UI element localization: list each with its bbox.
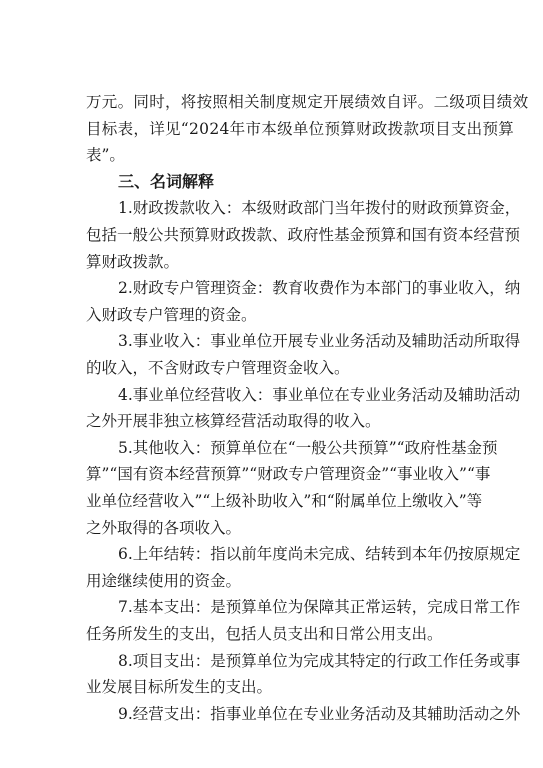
definition-line: 5.其他收入：预算单位在“一般公共预算”“政府性基金预 — [118, 438, 498, 457]
definition-line: 的收入，不含财政专户管理资金收入。 — [86, 359, 350, 377]
definition-line: 业单位经营收入”“上级补助收入”和“附属单位上缴收入”等 — [86, 492, 483, 510]
definition-line: 6.上年结转：指以前年度尚未完成、结转到本年仍按原规定 — [118, 545, 521, 564]
definition-line: 算”“国有资本经营预算”“财政专户管理资金”“事业收入”“事 — [86, 465, 491, 484]
definition-line: 9.经营支出：指事业单位在专业业务活动及其辅助活动之外 — [118, 704, 521, 723]
definition-line: 8.项目支出：是预算单位为完成其特定的行政工作任务或事 — [118, 651, 521, 670]
definition-line: 之外开展非独立核算经营活动取得的收入。 — [86, 412, 381, 431]
definition-line: 业发展目标所发生的支出。 — [86, 678, 273, 697]
definition-line: 包括一般公共预算财政拨款、政府性基金预算和国有资本经营预 — [86, 226, 521, 244]
definition-line: 之外取得的各项收入。 — [86, 518, 242, 537]
paragraph-line: 表”。 — [86, 146, 125, 165]
definition-line: 用途继续使用的资金。 — [86, 571, 242, 590]
definition-line: 3.事业收入：事业单位开展专业业务活动及辅助活动所取得 — [118, 332, 521, 351]
definition-line: 2.财政专户管理资金：教育收费作为本部门的事业收入，纳 — [118, 279, 521, 298]
section-heading: 三、名词解释 — [118, 171, 215, 191]
definition-line: 任务所发生的支出，包括人员支出和日常公用支出。 — [86, 625, 443, 643]
paragraph-line: 目标表，详见“2024年市本级单位预算财政拨款项目支出预算 — [86, 119, 515, 138]
definition-line: 1.财政拨款收入：本级财政部门当年拨付的财政预算资金， — [118, 199, 521, 218]
paragraph-line: 万元。同时，将按照相关制度规定开展绩效自评。二级项目绩效 — [86, 93, 529, 111]
definition-line: 入财政专户管理的资金。 — [86, 305, 257, 324]
definition-line: 7.基本支出：是预算单位为保障其正常运转，完成日常工作 — [118, 598, 521, 617]
definition-line: 4.事业单位经营收入：事业单位在专业业务活动及辅助活动 — [118, 385, 521, 404]
definition-line: 算财政拨款。 — [86, 252, 180, 271]
